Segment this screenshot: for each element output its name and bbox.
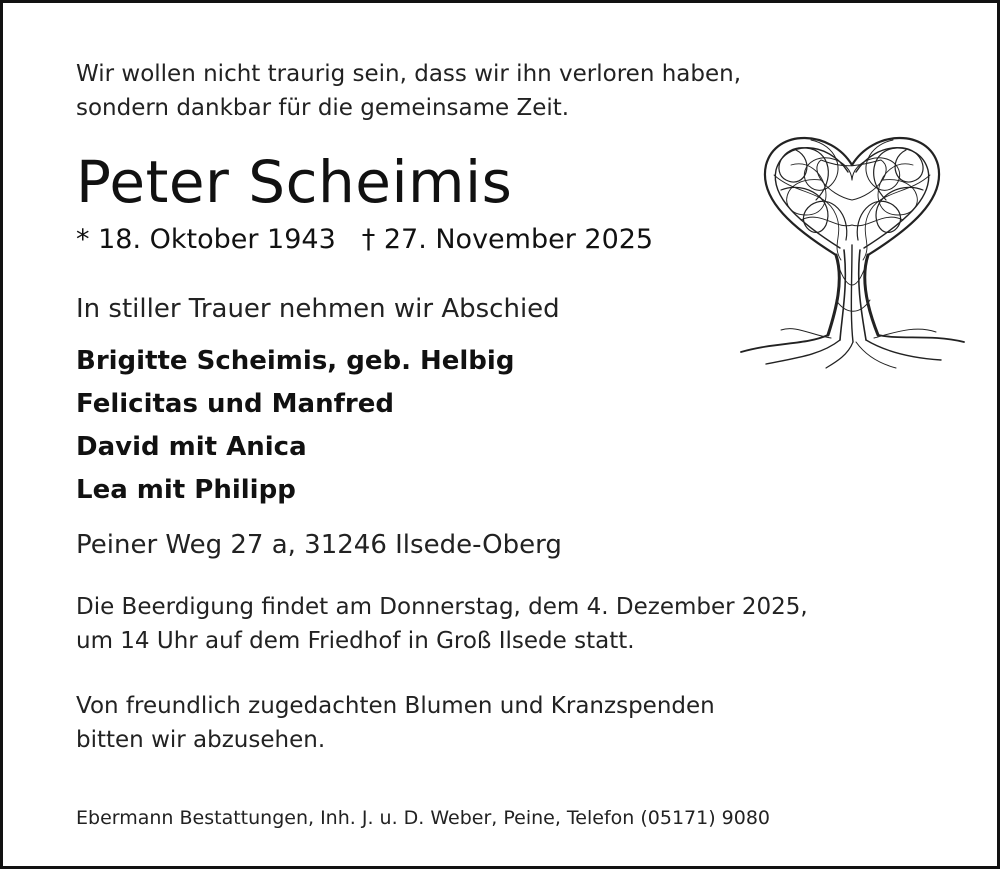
quote-line-2: sondern dankbar für die gemeinsame Zeit.	[76, 95, 570, 121]
life-dates	[76, 224, 653, 255]
flowers-line-1: Von freundlich zugedachten Blumen und Kranzspenden	[76, 693, 715, 719]
memorial-quote	[76, 57, 741, 125]
mourner-name: Felicitas und Manfred	[76, 389, 394, 419]
family-address: Peiner Weg 27 a, 31246 Ilsede-Oberg	[76, 530, 562, 560]
birth-date: * 18. Oktober 1943	[76, 224, 336, 255]
deceased-name: Peter Scheimis	[76, 148, 513, 216]
mourner-name: David mit Anica	[76, 432, 307, 462]
mourner-list	[76, 340, 514, 512]
death-date: † 27. November 2025	[361, 224, 654, 255]
heart-tree-icon	[736, 120, 968, 370]
mourner-name: Lea mit Philipp	[76, 475, 296, 505]
mourning-intro: In stiller Trauer nehmen wir Abschied	[76, 294, 560, 324]
flowers-note	[76, 689, 715, 757]
funeral-home-footer: Ebermann Bestattungen, Inh. J. u. D. Weber, Peine, Telefon (05171) 9080	[76, 807, 771, 829]
flowers-line-2: bitten wir abzusehen.	[76, 727, 326, 753]
mourner-name: Brigitte Scheimis, geb. Helbig	[76, 346, 515, 376]
funeral-line-1: Die Beerdigung findet am Donnerstag, dem 4. Dezember 2025,	[76, 594, 808, 620]
funeral-line-2: um 14 Uhr auf dem Friedhof in Groß Ilsede statt.	[76, 628, 635, 654]
quote-line-1: Wir wollen nicht traurig sein, dass wir ihn verloren haben,	[76, 61, 742, 87]
funeral-info	[76, 590, 808, 658]
